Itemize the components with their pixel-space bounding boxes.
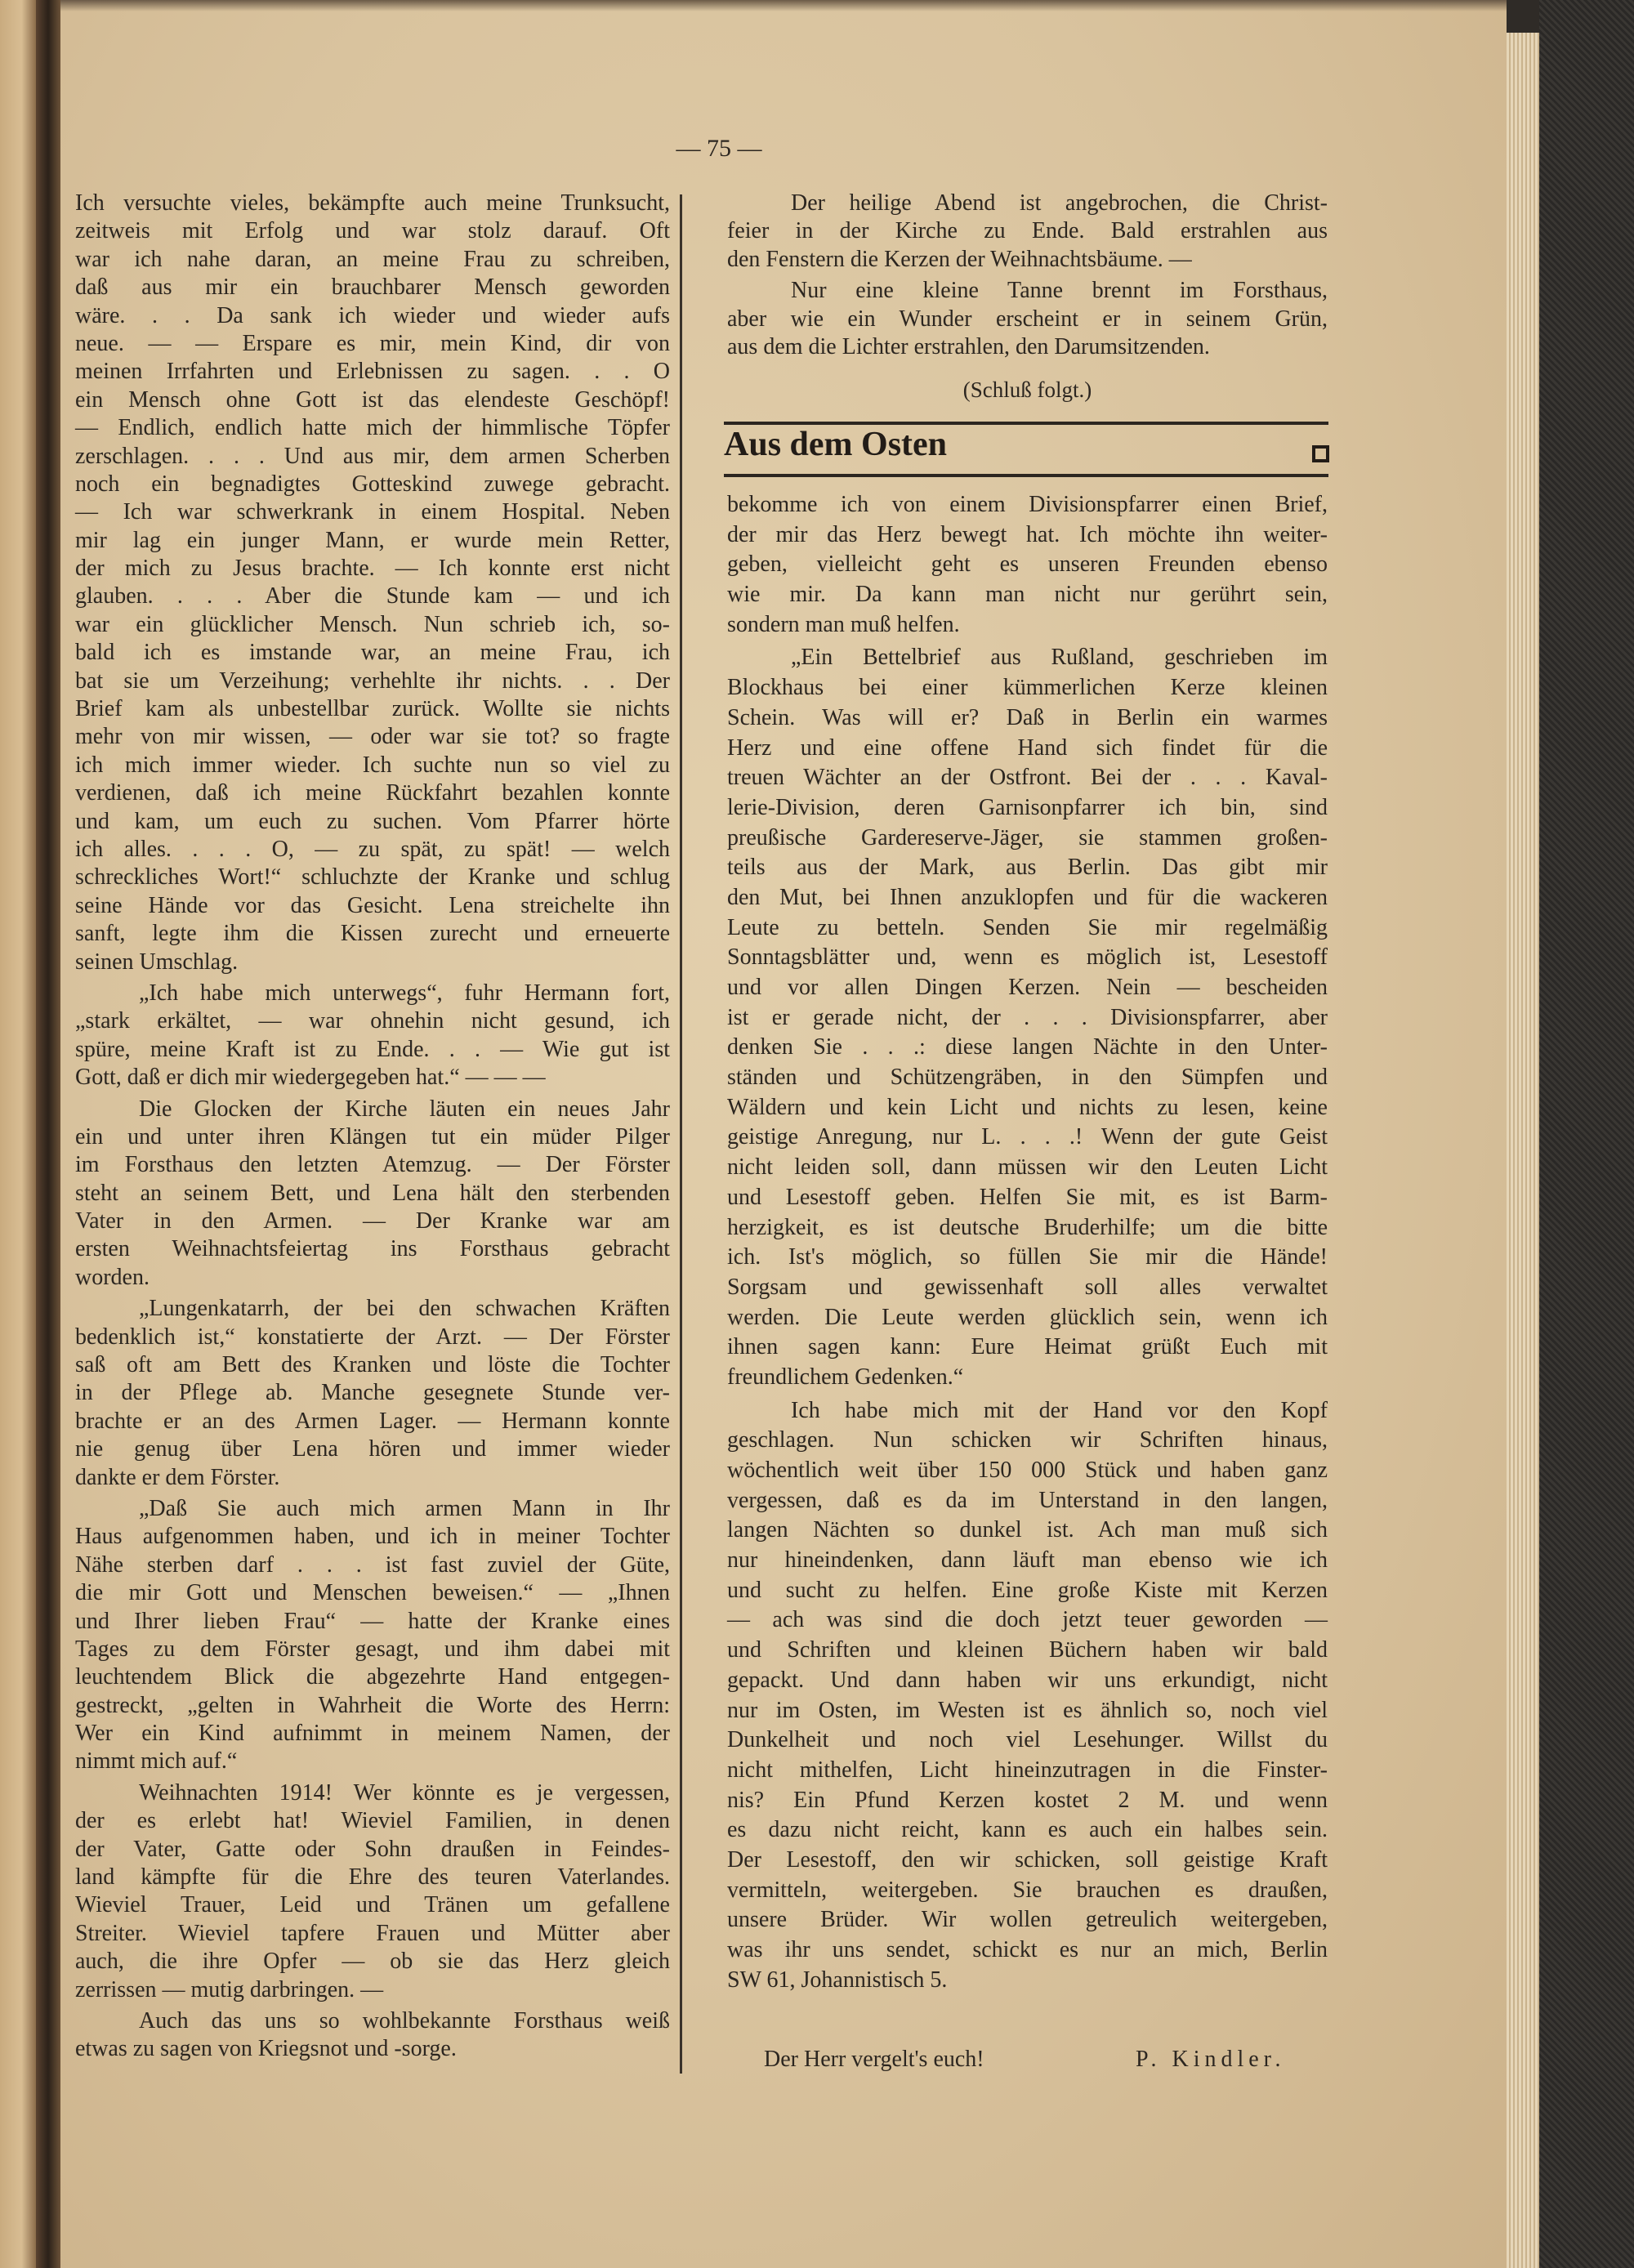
text-line: aber wie ein Wunder erscheint er in seinem Grün, — [727, 306, 1328, 332]
text-line: Ich habe mich mit der Hand vor den Kopf — [791, 1397, 1328, 1423]
text-line: ich alles. . . . O, — zu spät, zu spät! — welch — [75, 836, 670, 862]
text-line: Ich versuchte vieles, bekämpfte auch meine Trunksucht, — [75, 190, 670, 216]
text-line: glauben. . . . Aber die Stunde kam — und ich — [75, 583, 670, 609]
text-line: ist er gerade nicht, der . . . Divisionspfarrer, aber — [727, 1004, 1328, 1030]
text-line: werden. Die Leute werden glücklich sein, wenn ich — [727, 1304, 1328, 1330]
closing-line: Der Herr vergelt's euch! — [764, 2047, 984, 2072]
story-ending — [727, 190, 1328, 364]
text-line: zerrissen — mutig darbringen. — — [75, 1976, 384, 2002]
text-line: der mich zu Jesus brachte. — Ich konnte erst nicht — [75, 556, 670, 582]
text-line: in der Pflege ab. Manche gesegnete Stunde ver- — [75, 1380, 670, 1406]
text-line: ihnen sagen kann: Eure Heimat grüßt Euch mit — [727, 1334, 1328, 1360]
text-line: bat sie um Verzeihung; verhehlte ihr nichts. . . Der — [75, 667, 670, 694]
text-line: Schein. Was will er? Daß in Berlin ein warmes — [727, 704, 1328, 730]
text-line: den Mut, bei Ihnen anzuklopfen und für die wackeren — [727, 884, 1328, 910]
signature: P. Kindler. — [1136, 2047, 1286, 2072]
text-line: herzigkeit, es ist deutsche Bruderhilfe; um die bitte — [727, 1214, 1328, 1240]
text-line: auch, die ihre Opfer — ob sie das Herz gleich — [75, 1949, 670, 1975]
text-line: Vater in den Armen. — Der Kranke war am — [75, 1208, 670, 1234]
text-line: Nur eine kleine Tanne brennt im Forsthaus, — [791, 278, 1328, 304]
paragraph — [727, 490, 1328, 640]
text-line: bald ich es imstande war, an meine Frau, ich — [75, 640, 670, 666]
text-line: — Endlich, endlich hatte mich der himmlische Töpfer — [75, 415, 670, 441]
text-line: ständen und Schützengräben, in den Sümpfen und — [727, 1065, 1328, 1091]
text-line: gestreckt, „gelten in Wahrheit die Worte des Herrn: — [75, 1692, 670, 1718]
text-line: preußische Gardereserve-Jäger, sie stammen großen- — [727, 824, 1328, 850]
text-line: Herz und eine offene Hand sich findet für die — [727, 734, 1328, 761]
text-line: Tages zu dem Förster gesagt, und ihm dabei mit — [75, 1636, 670, 1662]
text-line: Die Glocken der Kirche läuten ein neues Jahr — [139, 1096, 670, 1122]
text-line: verdienen, daß ich meine Rückfahrt bezahlen konnte — [75, 780, 670, 806]
text-line: den Fenstern die Kerzen der Weihnachtsbäume. — — [727, 246, 1192, 272]
text-line: bekomme ich von einem Divisionspfarrer einen Brief, — [727, 492, 1328, 517]
text-line: nimmt mich auf.“ — [75, 1748, 238, 1775]
text-line: treuen Wächter an der Ostfront. Bei der . . . Kaval- — [727, 765, 1328, 791]
text-line: Leute zu betteln. Senden Sie mir regelmäßig — [727, 914, 1328, 940]
text-line: land kämpfte für die Ehre des teuren Vaterlandes. — [75, 1864, 670, 1891]
text-line: unsere Brüder. Wir wollen getreulich weitergeben, — [727, 1907, 1328, 1933]
text-line: und vor allen Dingen Kerzen. Nein — bescheiden — [727, 975, 1328, 1000]
text-line: nie genug über Lena hören und immer wieder — [75, 1436, 670, 1462]
text-line: Sorgsam und gewissenhaft soll alles verwaltet — [727, 1274, 1328, 1300]
text-line: noch ein begnadigtes Gotteskind zuwege gebracht. — [75, 471, 670, 497]
text-line: Haus aufgenommen haben, und ich in meiner Tochter — [75, 1524, 670, 1550]
text-line: saß oft am Bett des Kranken und löste die Tochter — [75, 1352, 670, 1378]
text-line: und sucht zu helfen. Eine große Kiste mit Kerzen — [727, 1577, 1328, 1603]
text-line: sanft, legte ihm die Kissen zurecht und erneuerte — [75, 921, 670, 947]
text-line: sondern man muß helfen. — [727, 611, 960, 637]
text-line: denken Sie . . .: diese langen Nächte in den Unter- — [727, 1034, 1328, 1060]
text-line: nis? Ein Pfund Kerzen kostet 2 M. und wenn — [727, 1787, 1328, 1813]
text-line: und Ihrer lieben Frau“ — hatte der Kranke eines — [75, 1608, 670, 1634]
previous-page-edge — [0, 0, 36, 2268]
book-cover — [1539, 0, 1634, 2268]
text-line: war ich nahe daran, an meine Frau zu schreiben, — [75, 246, 670, 272]
text-line: worden. — [75, 1264, 150, 1290]
paragraph — [75, 2007, 670, 2064]
text-line: aus dem die Lichter erstrahlen, den Darumsitzenden. — [727, 333, 1210, 359]
text-line: Wer ein Kind aufnimmt in meinem Namen, der — [75, 1721, 670, 1747]
text-line: mir lag ein junger Mann, er wurde mein Retter, — [75, 527, 670, 553]
text-line: der Vater, Gatte oder Sohn draußen in Feindes- — [75, 1836, 670, 1862]
text-line: etwas zu sagen von Kriegsnot und -sorge. — [75, 2036, 457, 2062]
paragraph — [75, 1096, 670, 1292]
text-line: ich mich immer wieder. Ich suchte nun so viel zu — [75, 752, 670, 778]
text-line: „Ein Bettelbrief aus Rußland, geschrieben im — [791, 645, 1328, 671]
section-heading: Aus dem Osten — [724, 426, 948, 463]
text-line: „Ich habe mich unterwegs“, fuhr Hermann fort, — [139, 980, 670, 1006]
text-line: war ein glücklicher Mensch. Nun schrieb ich, so- — [75, 611, 670, 637]
text-line: und Schriften und kleinen Büchern haben wir bald — [727, 1637, 1328, 1663]
text-line: Gott, daß er dich mir wiedergegeben hat.“ — — — — [75, 1065, 546, 1091]
book-gutter — [36, 0, 60, 2268]
text-line: Auch das uns so wohlbekannte Forsthaus weiß — [139, 2008, 670, 2034]
page-top-shadow — [60, 0, 1507, 11]
column-divider — [680, 194, 682, 2074]
paragraph — [727, 1396, 1328, 1996]
text-line: — Ich war schwerkrank in einem Hospital. Neben — [75, 499, 670, 525]
text-line: neue. — — Erspare es mir, mein Kind, dir von — [75, 330, 670, 356]
text-line: spüre, meine Kraft ist zu Ende. . . — Wie gut ist — [75, 1036, 670, 1062]
text-line: dankte er dem Förster. — [75, 1464, 280, 1490]
text-line: seine Hände vor das Gesicht. Lena streichelte ihn — [75, 892, 670, 918]
text-line: „Daß Sie auch mich armen Mann in Ihr — [139, 1495, 670, 1521]
heading-rule-bottom — [724, 474, 1328, 477]
text-line: mehr von mir wissen, — oder war sie tot? so fragte — [75, 724, 670, 750]
text-line: geistige Anregung, nur L. . . .! Wenn der gute Geist — [727, 1124, 1328, 1150]
text-line: feier in der Kirche zu Ende. Bald erstrahlen aus — [727, 218, 1328, 244]
text-line: nicht leiden soll, dann müssen wir den Leuten Licht — [727, 1154, 1328, 1181]
text-line: die mir Gott und Menschen beweisen.“ — „Ihnen — [75, 1580, 670, 1606]
text-line: zerschlagen. . . . Und aus mir, dem armen Scherben — [75, 443, 670, 469]
paragraph — [727, 643, 1328, 1392]
continuation-note: (Schluß folgt.) — [962, 377, 1092, 402]
text-line: Der Lesestoff, den wir schicken, soll geistige Kraft — [727, 1846, 1328, 1873]
text-line: Streiter. Wieviel tapfere Frauen und Mütter aber — [75, 1920, 670, 1946]
paragraph — [75, 190, 670, 976]
text-line: geben, vielleicht geht es unseren Freunden ebenso — [727, 551, 1328, 578]
text-line: Brief kam als unbestellbar zurück. Wollte sie nichts — [75, 696, 670, 722]
text-line: ein Mensch ohne Gott ist das elendeste Geschöpf! — [75, 386, 670, 413]
text-line: im Forsthaus den letzten Atemzug. — Der Förster — [75, 1152, 670, 1178]
text-line: es dazu nicht reicht, kann es auch ein halbes sein. — [727, 1817, 1328, 1843]
text-line: der mir das Herz bewegt hat. Ich möchte ihn weiter- — [727, 521, 1328, 547]
text-line: Wäldern und kein Licht und nichts zu lesen, keine — [727, 1094, 1328, 1120]
text-line: nur hineindenken, dann läuft man ebenso wie ich — [727, 1547, 1328, 1574]
text-line: ich. Ist's möglich, so füllen Sie mir die Hände! — [727, 1244, 1328, 1270]
text-line: geschlagen. Nun schicken wir Schriften hinaus, — [727, 1427, 1328, 1453]
text-line: bedenklich ist,“ konstatierte der Arzt. — Der Förster — [75, 1324, 670, 1350]
page-edges — [1507, 33, 1539, 2268]
text-line: wie mir. Da kann man nicht nur gerührt sein, — [727, 582, 1328, 608]
paragraph — [75, 980, 670, 1092]
text-line: leuchtendem Blick die abgezehrte Hand entgegen- — [75, 1664, 670, 1690]
text-line: nicht mithelfen, Licht hineinzutragen in die Finster- — [727, 1757, 1328, 1783]
text-line: zeitweis mit Erfolg und war stolz darauf. Oft — [75, 218, 670, 244]
text-line: freundlichem Gedenken.“ — [727, 1364, 964, 1390]
text-line: „Lungenkatarrh, der bei den schwachen Kräften — [139, 1296, 670, 1322]
text-line: SW 61, Johannistisch 5. — [727, 1967, 948, 1993]
text-line: steht an seinem Bett, und Lena hält den sterbenden — [75, 1180, 670, 1206]
text-line: nur im Osten, im Westen ist es ähnlich so, noch viel — [727, 1697, 1328, 1723]
text-line: langen Nächten so dunkel ist. Ach man muß sich — [727, 1517, 1328, 1543]
text-line: lerie-Division, deren Garnisonpfarrer ich bin, sind — [727, 794, 1328, 820]
paragraph — [75, 1495, 670, 1776]
text-line: daß aus mir ein brauchbarer Mensch geworden — [75, 275, 670, 301]
text-line: was ihr uns sendet, schickt es nur an mich, Berlin — [727, 1937, 1328, 1962]
article-body — [727, 490, 1328, 1998]
text-line: schreckliches Wort!“ schluchzte der Kranke und schlug — [75, 864, 670, 891]
text-line: — ach was sind die doch jetzt teuer geworden — — [727, 1607, 1328, 1633]
text-line: meinen Irrfahrten und Erlebnissen zu sagen. . . O — [75, 359, 670, 385]
text-line: seinen Umschlag. — [75, 949, 239, 975]
text-line: Blockhaus bei einer kümmerlichen Kerze kleinen — [727, 675, 1328, 701]
text-line: und Lesestoff geben. Helfen Sie mit, es ist Barm- — [727, 1184, 1328, 1210]
text-line: Der heilige Abend ist angebrochen, die Christ- — [791, 190, 1328, 216]
paragraph — [75, 1779, 670, 2004]
text-line: Nähe sterben darf . . . ist fast zuviel der Güte, — [75, 1551, 670, 1578]
paragraph — [727, 277, 1328, 361]
text-line: teils aus der Mark, aus Berlin. Das gibt mir — [727, 855, 1328, 881]
text-line: vergessen, daß es da im Unterstand in den langen, — [727, 1487, 1328, 1513]
text-line: ersten Weihnachtsfeiertag ins Forsthaus gebracht — [75, 1236, 670, 1262]
text-line: und kam, um euch zu suchen. Vom Pfarrer hörte — [75, 808, 670, 834]
text-line: wöchentlich weit über 150 000 Stück und haben ganz — [727, 1458, 1328, 1483]
text-line: „stark erkältet, — war ohnehin nicht gesund, ich — [75, 1008, 670, 1034]
paragraph — [727, 190, 1328, 274]
left-column — [75, 190, 670, 2067]
square-ornament-icon — [1312, 445, 1329, 462]
text-line: Weihnachten 1914! Wer könnte es je vergessen, — [139, 1779, 670, 1806]
paragraph — [75, 1295, 670, 1492]
text-line: der es erlebt hat! Wieviel Familien, in denen — [75, 1808, 670, 1834]
text-line: ein und unter ihren Klängen tut ein müder Pilger — [75, 1123, 670, 1150]
text-line: brachte er an des Armen Lager. — Hermann konnte — [75, 1408, 670, 1434]
text-line: gepackt. Und dann haben wir uns erkundigt, nicht — [727, 1667, 1328, 1693]
text-line: wäre. . . Da sank ich wieder und wieder aufs — [75, 302, 670, 328]
text-line: Dunkelheit und noch viel Lesehunger. Willst du — [727, 1727, 1328, 1753]
text-line: Wieviel Trauer, Leid und Tränen um gefallene — [75, 1892, 670, 1918]
text-line: Sonntagsblätter und, wenn es möglich ist, Lesestoff — [727, 944, 1328, 971]
page-number: — 75 — — [676, 135, 762, 162]
text-line: vermitteln, weitergeben. Sie brauchen es draußen, — [727, 1877, 1328, 1903]
